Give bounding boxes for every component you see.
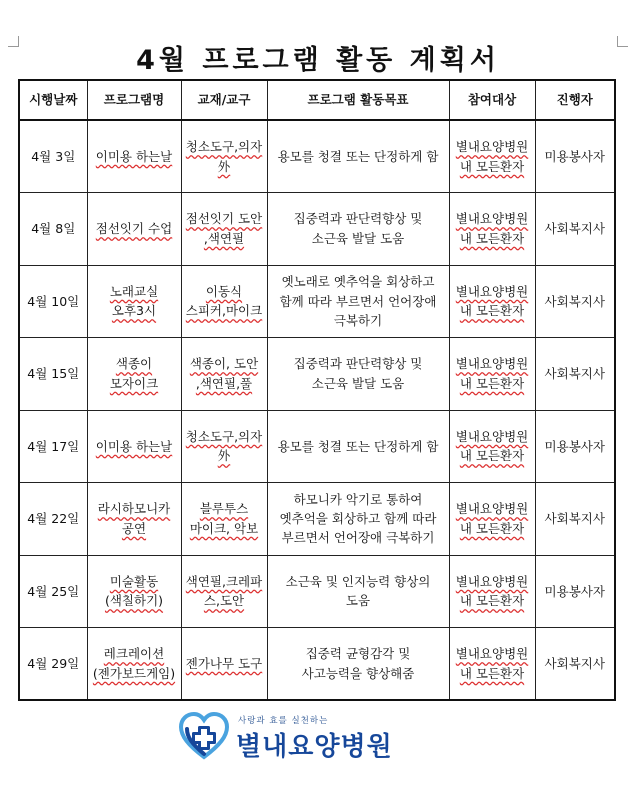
program-cell-line: 공연 — [121, 520, 147, 536]
leader-cell: 사회복지사 — [535, 338, 615, 411]
program-cell-line: (색칠하기) — [104, 593, 164, 609]
date-cell: 4월 22일 — [19, 483, 87, 556]
materials-cell — [181, 193, 267, 266]
logo-slogan: 사랑과 효를 실천하는 — [238, 716, 329, 726]
table-row — [19, 483, 615, 556]
materials-cell-line: 청소도구,의자 — [185, 428, 263, 444]
target-cell-line: 내 모든환자 — [459, 158, 525, 174]
target-cell-line: 내 모든환자 — [459, 375, 525, 391]
program-cell-line: 이미용 하는날 — [95, 148, 173, 164]
table-row — [19, 555, 615, 628]
program-cell-line: 이미용 하는날 — [95, 438, 173, 454]
program-cell — [87, 265, 181, 338]
logo-name: 별내요양병원 — [236, 732, 393, 762]
materials-cell — [181, 265, 267, 338]
materials-cell-line: 젠가나무 도구 — [185, 655, 263, 671]
goal-cell-line: 소근육 및 인지능력 향상의 — [285, 573, 431, 589]
program-cell — [87, 555, 181, 628]
target-cell — [449, 410, 535, 483]
target-cell-line: 내 모든환자 — [459, 520, 525, 536]
hospital-logo — [178, 710, 418, 770]
leader-cell: 미용봉사자 — [535, 555, 615, 628]
target-cell — [449, 120, 535, 193]
leader-cell: 사회복지사 — [535, 483, 615, 556]
materials-cell-line: ,색연필 — [203, 230, 245, 246]
goal-cell-line: 함께 따라 부르면서 언어장애 — [279, 293, 437, 309]
target-cell — [449, 265, 535, 338]
date-cell: 4월 15일 — [19, 338, 87, 411]
table-row — [19, 410, 615, 483]
date-cell: 4월 3일 — [19, 120, 87, 193]
goal-cell-line: 옛추억을 회상하고 함께 따라 — [279, 511, 437, 527]
date-cell: 4월 25일 — [19, 555, 87, 628]
goal-cell — [267, 338, 449, 411]
target-cell — [449, 483, 535, 556]
table-row — [19, 338, 615, 411]
goal-cell-line: 극복하기 — [333, 312, 383, 328]
activity-plan-table — [18, 79, 616, 701]
goal-cell-line: 집중력과 판단력향상 및 — [293, 211, 423, 227]
table-row — [19, 120, 615, 193]
program-cell-line: (젠가보드게임) — [92, 665, 176, 681]
header-leader: 진행자 — [535, 80, 615, 120]
goal-cell — [267, 193, 449, 266]
materials-cell-line: 스,도안 — [203, 593, 245, 609]
target-cell-line: 내 모든환자 — [459, 448, 525, 464]
program-cell-line: 모자이크 — [109, 375, 159, 391]
materials-cell — [181, 410, 267, 483]
table-row — [19, 265, 615, 338]
target-cell-line: 내 모든환자 — [459, 665, 525, 681]
goal-cell — [267, 265, 449, 338]
materials-cell — [181, 120, 267, 193]
header-date: 시행날짜 — [19, 80, 87, 120]
target-cell-line: 별내요양병원 — [455, 211, 529, 227]
materials-cell-line: 점선잇기 도안 — [185, 211, 263, 227]
materials-cell-line: 이동식 — [205, 283, 243, 299]
target-cell-line: 별내요양병원 — [455, 646, 529, 662]
goal-cell-line: 하모니카 악기로 통하여 — [293, 491, 423, 507]
leader-cell: 사회복지사 — [535, 265, 615, 338]
date-cell: 4월 8일 — [19, 193, 87, 266]
program-cell — [87, 628, 181, 701]
goal-cell-line: 집중력 균형감각 및 — [305, 646, 411, 662]
target-cell-line: 내 모든환자 — [459, 303, 525, 319]
goal-cell-line: 부르면서 언어장애 극복하기 — [281, 530, 435, 546]
header-program: 프로그램명 — [87, 80, 181, 120]
materials-cell-line: 색연필,크레파 — [185, 573, 263, 589]
program-cell-line: 오후3시 — [111, 303, 157, 319]
materials-cell-line: ,색연필,풀 — [195, 375, 253, 391]
program-cell-line: 레크레이션 — [103, 646, 165, 662]
date-cell: 4월 10일 — [19, 265, 87, 338]
goal-cell-line: 용모를 청결 또는 단정하게 함 — [277, 148, 439, 164]
materials-cell — [181, 555, 267, 628]
date-cell: 4월 17일 — [19, 410, 87, 483]
program-cell — [87, 410, 181, 483]
target-cell — [449, 338, 535, 411]
materials-cell — [181, 483, 267, 556]
target-cell — [449, 193, 535, 266]
materials-cell-line: 外 — [217, 448, 231, 464]
program-cell-line: 미술활동 — [109, 573, 159, 589]
header-goal: 프로그램 활동목표 — [267, 80, 449, 120]
table-header-row — [19, 80, 615, 120]
table-row — [19, 193, 615, 266]
program-cell-line: 노래교실 — [109, 283, 159, 299]
goal-cell — [267, 628, 449, 701]
date-cell: 4월 29일 — [19, 628, 87, 701]
goal-cell-line: 도움 — [345, 593, 371, 609]
heart-cross-icon — [178, 710, 230, 762]
target-cell — [449, 555, 535, 628]
leader-cell: 미용봉사자 — [535, 120, 615, 193]
goal-cell-line: 용모를 청결 또는 단정하게 함 — [277, 438, 439, 454]
materials-cell — [181, 338, 267, 411]
program-cell — [87, 120, 181, 193]
materials-cell-line: 外 — [217, 158, 231, 174]
goal-cell-line: 소근육 발달 도움 — [311, 375, 405, 391]
program-cell-line: 라시하모니카 — [97, 501, 171, 517]
target-cell-line: 내 모든환자 — [459, 593, 525, 609]
target-cell-line: 별내요양병원 — [455, 573, 529, 589]
leader-cell: 사회복지사 — [535, 628, 615, 701]
target-cell-line: 별내요양병원 — [455, 501, 529, 517]
header-materials: 교재/교구 — [181, 80, 267, 120]
program-cell-line: 색종이 — [115, 356, 153, 372]
target-cell-line: 별내요양병원 — [455, 139, 529, 155]
program-cell-line: 점선잇기 수업 — [95, 221, 173, 237]
materials-cell-line: 스피커,마이크 — [185, 303, 263, 319]
target-cell-line: 별내요양병원 — [455, 283, 529, 299]
leader-cell: 미용봉사자 — [535, 410, 615, 483]
target-cell-line: 별내요양병원 — [455, 356, 529, 372]
program-cell — [87, 193, 181, 266]
program-cell — [87, 483, 181, 556]
materials-cell-line: 색종이, 도안 — [189, 356, 259, 372]
goal-cell — [267, 410, 449, 483]
header-target: 참여대상 — [449, 80, 535, 120]
goal-cell-line: 사고능력을 향상해줌 — [301, 665, 415, 681]
materials-cell-line: 청소도구,의자 — [185, 139, 263, 155]
goal-cell — [267, 483, 449, 556]
page-title: 4월 프로그램 활동 계획서 — [136, 45, 500, 76]
goal-cell-line: 소근육 발달 도움 — [311, 230, 405, 246]
goal-cell-line: 집중력과 판단력향상 및 — [293, 356, 423, 372]
program-cell — [87, 338, 181, 411]
table-body — [19, 120, 615, 700]
materials-cell — [181, 628, 267, 701]
goal-cell-line: 옛노래로 옛추억을 회상하고 — [281, 274, 435, 290]
goal-cell — [267, 555, 449, 628]
table-row — [19, 628, 615, 701]
target-cell — [449, 628, 535, 701]
leader-cell: 사회복지사 — [535, 193, 615, 266]
materials-cell-line: 블루투스 — [199, 501, 249, 517]
goal-cell — [267, 120, 449, 193]
target-cell-line: 별내요양병원 — [455, 428, 529, 444]
target-cell-line: 내 모든환자 — [459, 230, 525, 246]
materials-cell-line: 마이크, 악보 — [189, 520, 259, 536]
